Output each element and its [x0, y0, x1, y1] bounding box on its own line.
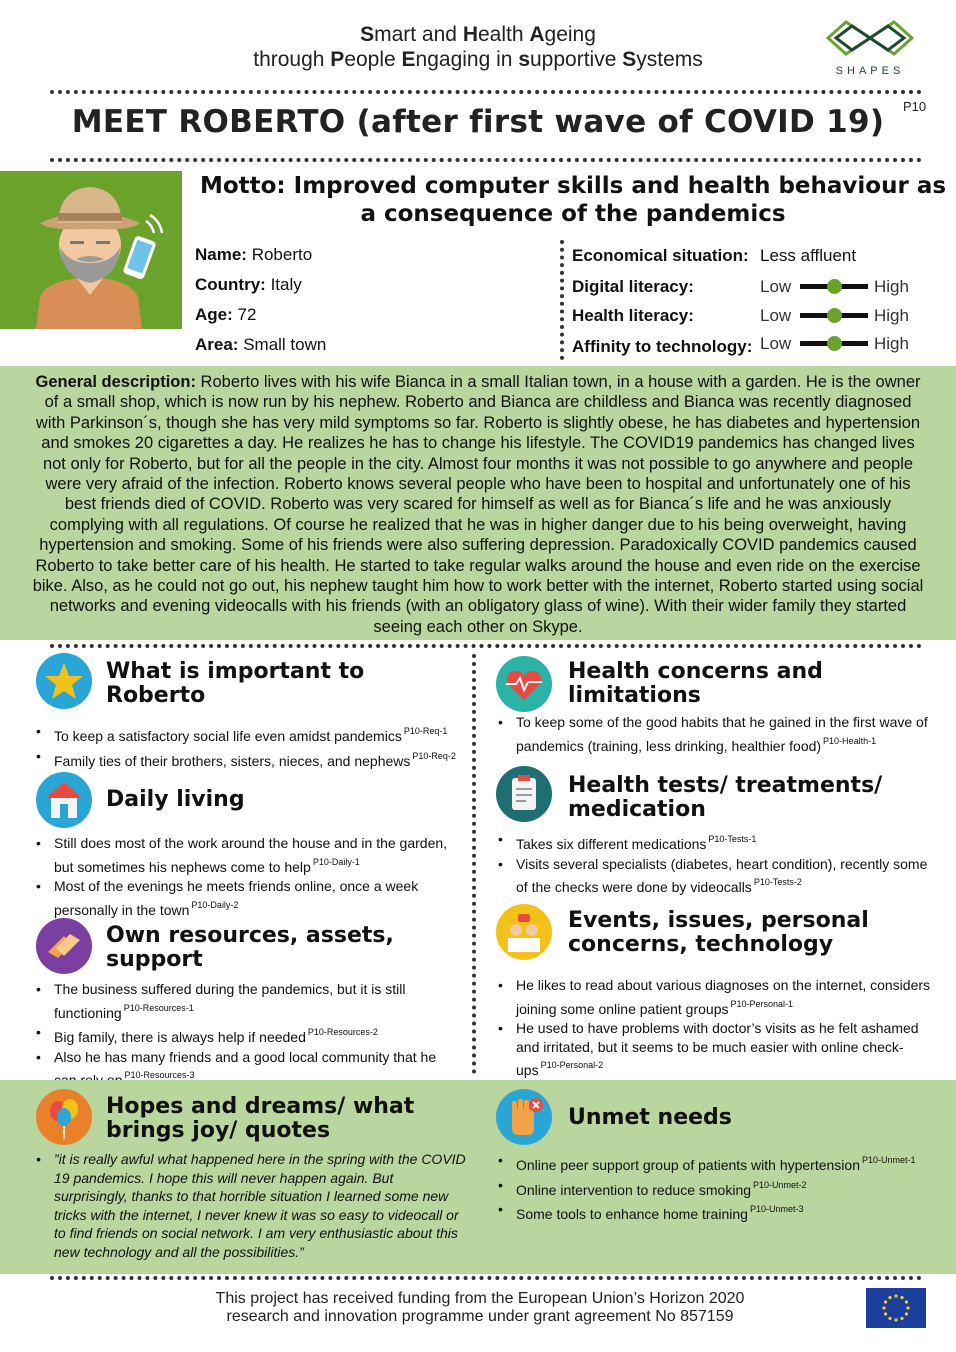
scale-bar	[800, 341, 868, 346]
list-item: • He likes to read about various diagnoses on the internet, considers joining some online patient groups $^{P10-Personal-1}$	[494, 976, 934, 1018]
general-description-label: General description:	[35, 373, 196, 391]
scale-bar	[800, 313, 868, 318]
avatar	[0, 171, 182, 329]
scale-high: High	[874, 277, 909, 296]
scale-knob	[827, 336, 842, 351]
scale-label: Health literacy:	[572, 306, 694, 325]
list-item: • To keep a satisfactory social life even amidst pandemics $^{P10-Req-1}$	[32, 722, 462, 746]
shapes-logo	[824, 18, 916, 77]
list-item: • Big family, there is always help if needed $^{P10-Resources-2}$	[32, 1023, 462, 1047]
list-item: • Family ties of their brothers, sisters, nieces, and nephews $^{P10-Req-2}$	[32, 747, 462, 771]
funding-line-2: research and innovation programme under grant agreement No 857159	[226, 1308, 734, 1325]
scale-low: Low	[760, 334, 792, 353]
general-description	[30, 372, 926, 637]
events-list	[494, 976, 934, 1081]
scale-knob	[827, 308, 842, 323]
list-item: • Still does most of the work around the house and in the garden, but sometimes his nephews come to help $^{P10-Daily-1}$	[32, 834, 462, 876]
divider	[50, 644, 922, 648]
country-field: Country: Italy	[195, 275, 302, 294]
heart-monitor-icon	[496, 656, 552, 712]
persona-avatar-icon	[0, 171, 182, 329]
list-item: • Most of the evenings he meets friends online, once a week personally in the town $^{P10-Daily-2}$	[32, 877, 462, 919]
divider	[50, 90, 922, 94]
house-icon	[36, 772, 92, 828]
scale-knob	[827, 279, 842, 294]
balloons-icon	[36, 1089, 92, 1145]
unmet-list	[494, 1151, 934, 1225]
economic-situation: Economical situation: Less affluent	[572, 246, 857, 265]
header-line-2: through People Engaging in supportive Systems	[253, 48, 703, 71]
list-item: • Visits several specialists (diabetes, heart condition), recently some of the checks were done by videocalls $^{P10-Tests-2}$	[494, 855, 934, 897]
economic-value: Less affluent	[760, 246, 857, 265]
page-title: MEET ROBERTO (after first wave of COVID 19)	[71, 104, 885, 140]
area-field: Area: Small town	[195, 335, 327, 354]
logo-text: SHAPES	[835, 65, 905, 77]
section-title-hopes: Hopes and dreams/ what brings joy/ quotes	[106, 1094, 415, 1143]
helping-hands-icon	[36, 918, 92, 974]
section-title-tests: Health tests/ treatments/ medication	[568, 773, 883, 822]
section-title-resources: Own resources, assets, support	[106, 923, 394, 972]
eu-flag-icon	[866, 1288, 926, 1328]
list-item: • The business suffered during the pandemics, but it is still functioning $^{P10-Resources-1}$	[32, 980, 462, 1022]
section-title-unmet: Unmet needs	[568, 1105, 732, 1130]
scale-high: High	[874, 306, 909, 325]
stop-hand-icon	[496, 1089, 552, 1145]
header-line-1: Smart and Health Ageing	[360, 23, 596, 46]
divider	[50, 1276, 922, 1280]
scale-low: Low	[760, 306, 792, 325]
divider	[50, 158, 922, 162]
list-item: • Online intervention to reduce smoking $^{P10-Unmet-2}$	[494, 1176, 934, 1200]
name-field: Name: Roberto	[195, 245, 313, 264]
scale-label: Digital literacy:	[572, 277, 694, 296]
clipboard-medication-icon	[496, 766, 552, 822]
section-title-daily: Daily living	[106, 787, 245, 812]
persona-code: P10	[903, 99, 927, 114]
list-item: • Some tools to enhance home training $^{P10-Unmet-3}$	[494, 1200, 934, 1224]
scale-low: Low	[760, 277, 792, 296]
funding-notice	[160, 1290, 800, 1326]
divider	[560, 240, 564, 360]
funding-line-1: This project has received funding from the European Union’s Horizon 2020	[215, 1290, 745, 1307]
star-icon	[36, 653, 92, 709]
section-title-events: Events, issues, personal concerns, technology	[568, 908, 869, 957]
health-list	[494, 713, 934, 756]
list-item: • Online peer support group of patients with hypertension $^{P10-Unmet-1}$	[494, 1151, 934, 1175]
shapes-logo-icon	[824, 18, 916, 58]
list-item: • Also he has many friends and a good local community that he $^{P10-Resources-3}$	[32, 1048, 462, 1090]
list-item: • To keep some of the good habits that he gained in the first wave of pandemics (training, less drinking, healthier food) $^{P10-Health-1}$	[494, 713, 934, 755]
daily-list	[32, 834, 462, 920]
general-description-text: Roberto lives with his wife Bianca in a small Italian town, in a house with a garden. He is the owner of a small shop, which is now run by his nephew. Roberto and Bianca are childless and Bianca was recently diagnosed with Parkinson´s, though she has very mild symptoms so far. Roberto is slightly obese, he has diabetes and hypertension and smokes 20 cigarettes a day. He realizes he has to change his lifestyle. The COVID19 pandemics has changed lives not only for Roberto, but for all the people in the city. Almost four months it was not possible to go anywhere and people were very afraid of the infection. Roberto knows several people who have been to hospital and unfortunately one of his best friends died of COVID. Roberto was very scared for himself as well as for Bianca´s life and he was anxiously complying with all regulations. Of course he realized that he was in higher danger due to his being overweight, having hypertension and smoking. Some of his friends were also suffering depression. Paradoxically COVID pandemics caused Roberto to take better care of his health. He started to take regular walks around the house and even ride on the exercise bike. Also, as he could not go out, his nephew taught him how to work better with the internet, Roberto started using social networks and evening videocalls with his friends (with an obligatory glass of wine). With their wider family they started seeing each other on Skype.	[32, 373, 924, 636]
section-title-health: Health concerns and limitations	[568, 659, 823, 708]
list-item: • ”it is really awful what happened here in the spring with the COVID 19 pandemics. I hope this will never happen again. But surprisingly, thanks to that horrible situation I learned some new tricks with the internet, I never knew it was so easy to videocall or to find friends on social network. I am very enthusiastic about this new technology and all the possibilities.”	[32, 1150, 468, 1261]
resources-list	[32, 980, 462, 1091]
list-item: • Takes six different medications $^{P10-Tests-1}$	[494, 830, 934, 854]
important-list	[32, 722, 462, 771]
scale-high: High	[874, 334, 909, 353]
hopes-list	[32, 1150, 468, 1262]
age-field: Age: 72	[195, 305, 257, 324]
scale-bar	[800, 284, 868, 289]
motto: Motto: Improved computer skills and health behaviour as a consequence of the pandemics	[199, 173, 947, 227]
scale-label: Affinity to technology:	[572, 337, 753, 356]
doctors-icon	[496, 904, 552, 960]
section-title-important: What is important to Roberto	[106, 659, 365, 708]
column-divider	[472, 654, 476, 1074]
list-item: • He used to have problems with doctor’s visits as he felt ashamed and irritated, but it seems to be much easier with online check-ups $^{P10-Personal-2}$	[494, 1019, 934, 1080]
tests-list	[494, 830, 934, 898]
